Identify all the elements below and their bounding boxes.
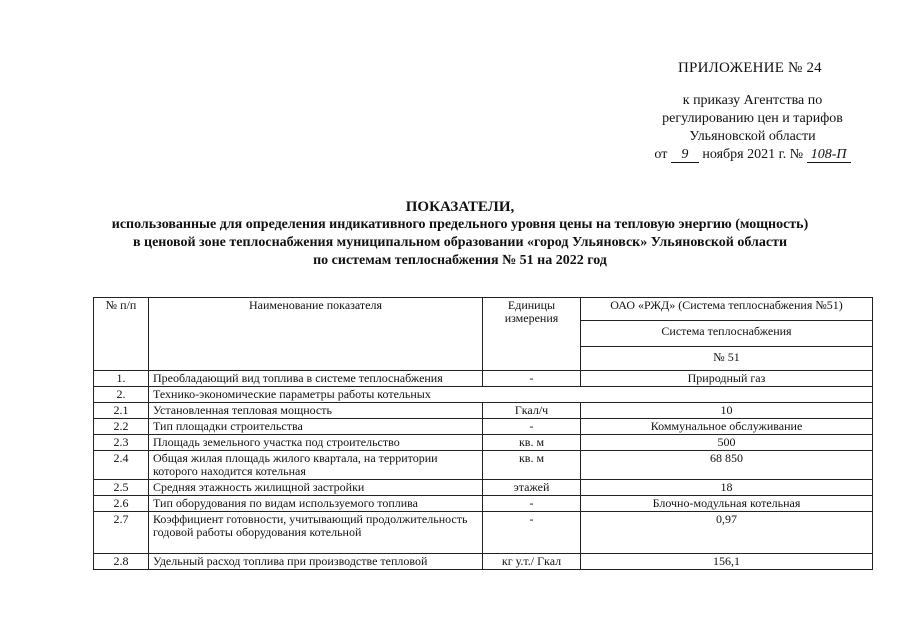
row-value: Блочно-модульная котельная	[581, 496, 873, 512]
row-name: Тип оборудования по видам используемого топлива	[149, 496, 483, 512]
row-unit: этажей	[483, 480, 581, 496]
order-date-text: ноября 2021 г. №	[702, 147, 804, 162]
order-line: регулированию цен и тарифов	[662, 111, 843, 126]
row-unit: Гкал/ч	[483, 403, 581, 419]
handwritten-order-number: 108-П	[807, 148, 851, 163]
row-unit: кв. м	[483, 451, 581, 480]
row-value: Природный газ	[581, 371, 873, 387]
order-reference	[640, 92, 865, 164]
handwritten-day: 9	[671, 148, 699, 163]
title-line: по системам теплоснабжения № 51 на 2022 год	[313, 253, 607, 268]
row-value: 500	[581, 435, 873, 451]
table-header-row	[94, 298, 873, 321]
row-num: 2.1	[94, 403, 149, 419]
row-name: Преобладающий вид топлива в системе теплоснабжения	[149, 371, 483, 387]
row-value: 10	[581, 403, 873, 419]
appendix-number: ПРИЛОЖЕНИЕ № 24	[678, 60, 822, 76]
header-num: № п/п	[94, 298, 149, 371]
table-row	[94, 403, 873, 419]
row-name: Удельный расход топлива при производстве тепловой	[149, 554, 483, 570]
row-unit: -	[483, 512, 581, 554]
row-name: Технико-экономические параметры работы котельных	[149, 387, 873, 403]
row-name: Площадь земельного участка под строительство	[149, 435, 483, 451]
row-num: 2.7	[94, 512, 149, 554]
title-main: ПОКАЗАТЕЛИ,	[405, 199, 515, 215]
row-name: Коэффициент готовности, учитывающий продолжительность годовой работы оборудования котельной	[149, 512, 483, 554]
header-system: Система теплоснабжения	[581, 321, 873, 347]
header-name: Наименование показателя	[149, 298, 483, 371]
row-name: Тип площадки строительства	[149, 419, 483, 435]
order-line: к приказу Агентства по	[682, 93, 823, 108]
row-name: Установленная тепловая мощность	[149, 403, 483, 419]
parameters-table	[93, 297, 873, 570]
table-row	[94, 371, 873, 387]
order-date-prefix: от	[654, 147, 668, 162]
row-value: 0,97	[581, 512, 873, 554]
table-row	[94, 496, 873, 512]
title-line: использованные для определения индикативного предельного уровня цены на тепловую энергию (мощность)	[111, 217, 809, 232]
row-value: Коммунальное обслуживание	[581, 419, 873, 435]
table-row	[94, 451, 873, 480]
row-unit: -	[483, 419, 581, 435]
table-row	[94, 387, 873, 403]
header-unit: Единицы измерения	[483, 298, 581, 371]
row-name: Средняя этажность жилищной застройки	[149, 480, 483, 496]
row-num: 2.2	[94, 419, 149, 435]
order-date	[640, 146, 865, 164]
row-num: 2.	[94, 387, 149, 403]
title-line: в ценовой зоне теплоснабжения муниципальном образовании «город Ульяновск» Ульяновской области	[132, 235, 788, 250]
table-row	[94, 419, 873, 435]
row-value: 68 850	[581, 451, 873, 480]
header-org: ОАО «РЖД» (Система теплоснабжения №51)	[581, 298, 873, 321]
row-num: 2.5	[94, 480, 149, 496]
order-line: Ульяновской области	[689, 129, 816, 144]
table-row	[94, 554, 873, 570]
row-num: 1.	[94, 371, 149, 387]
table-row	[94, 512, 873, 554]
row-value: 156,1	[581, 554, 873, 570]
row-num: 2.6	[94, 496, 149, 512]
document-title	[60, 198, 860, 270]
row-num: 2.8	[94, 554, 149, 570]
table-row	[94, 435, 873, 451]
row-unit: -	[483, 496, 581, 512]
row-unit: кг у.т./ Гкал	[483, 554, 581, 570]
row-num: 2.4	[94, 451, 149, 480]
row-num: 2.3	[94, 435, 149, 451]
row-name: Общая жилая площадь жилого квартала, на территории которого находится котельная	[149, 451, 483, 480]
row-unit: кв. м	[483, 435, 581, 451]
row-value: 18	[581, 480, 873, 496]
header-system-number: № 51	[581, 347, 873, 371]
table-row	[94, 480, 873, 496]
row-unit: -	[483, 371, 581, 387]
